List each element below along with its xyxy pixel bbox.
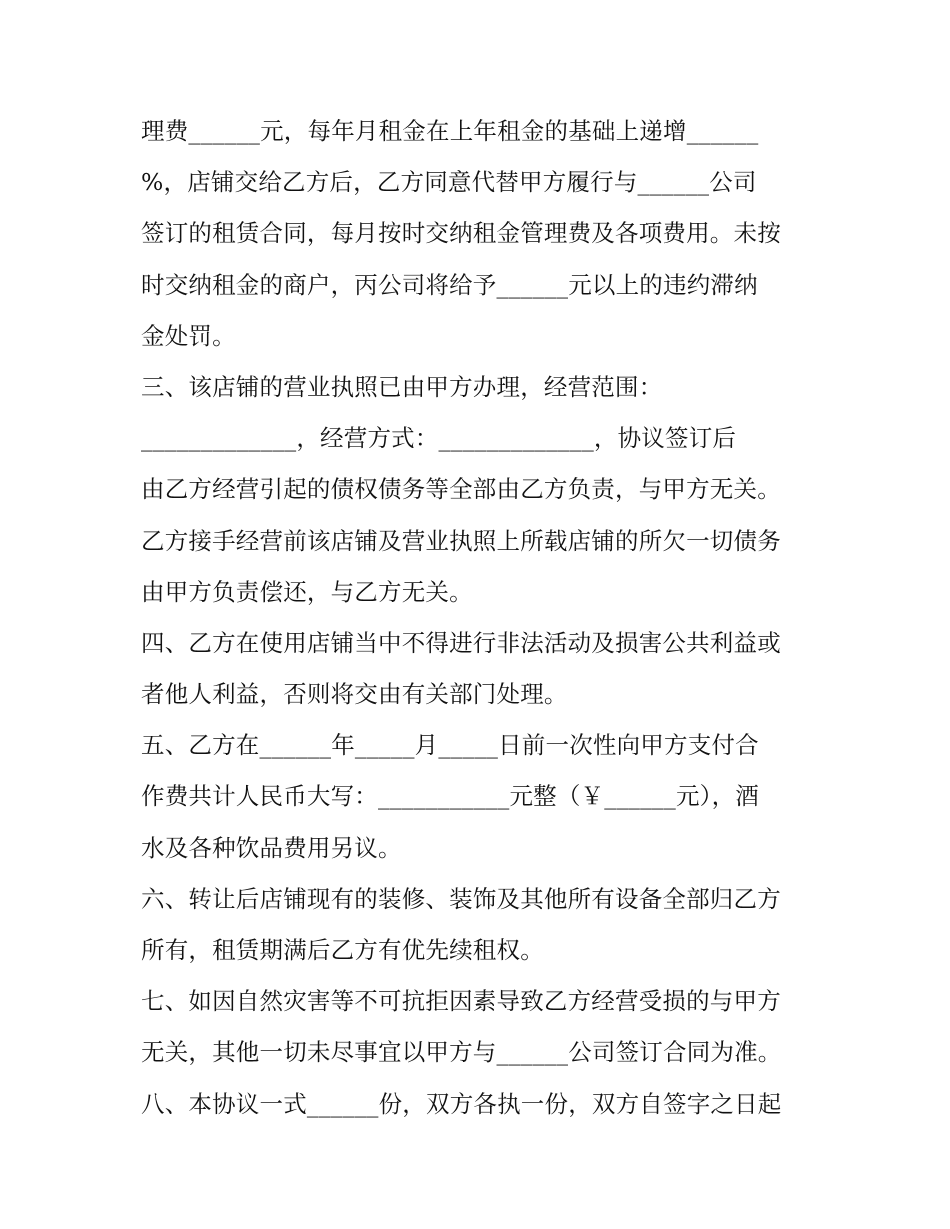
text-line-2: %，店铺交给乙方后，乙方同意代替甲方履行与______公司 xyxy=(141,168,757,197)
text-line-19: 无关，其他一切未尽事宜以甲方与______公司签订合同为准。 xyxy=(141,1038,782,1067)
text-line-17: 所有，租赁期满后乙方有优先续租权。 xyxy=(141,936,544,964)
text-line-3: 签订的租赁合同，每月按时交纳租金管理费及各项费用。未按 xyxy=(141,219,781,248)
text-line-16: 六、转让后店铺现有的装修、装饰及其他所有设备全部归乙方 xyxy=(141,884,781,913)
text-line-6: 三、该店铺的营业执照已由甲方办理，经营范围： xyxy=(141,372,663,401)
text-line-15: 水及各种饮品费用另议。 xyxy=(141,833,402,862)
text-line-11: 四、乙方在使用店铺当中不得进行非法活动及损害公共利益或 xyxy=(141,628,781,657)
text-line-14: 作费共计人民币大写：___________元整（￥______元），酒 xyxy=(141,782,759,811)
text-line-4: 时交纳租金的商户，丙公司将给予______元以上的违约滞纳 xyxy=(141,270,758,299)
text-line-13: 五、乙方在______年_____月_____日前一次性向甲方支付合 xyxy=(141,731,759,760)
text-line-7: _____________，经营方式：_____________，协议签订后 xyxy=(141,424,737,453)
text-line-9: 乙方接手经营前该店铺及营业执照上所载店铺的所欠一切债务 xyxy=(141,526,781,555)
text-line-18: 七、如因自然灾害等不可抗拒因素导致乙方经营受损的与甲方 xyxy=(141,987,781,1016)
text-line-5: 金处罚。 xyxy=(141,321,236,350)
text-line-20: 八、本协议一式______份，双方各执一份，双方自签字之日起 xyxy=(141,1089,782,1118)
text-line-8: 由乙方经营引起的债权债务等全部由乙方负责，与甲方无关。 xyxy=(141,475,781,504)
contract-text xyxy=(141,106,821,1130)
text-line-1: 理费______元，每年月租金在上年租金的基础上递增______ xyxy=(141,117,759,145)
text-line-10: 由甲方负责偿还，与乙方无关。 xyxy=(141,577,473,606)
text-line-12: 者他人利益，否则将交由有关部门处理。 xyxy=(141,680,568,709)
